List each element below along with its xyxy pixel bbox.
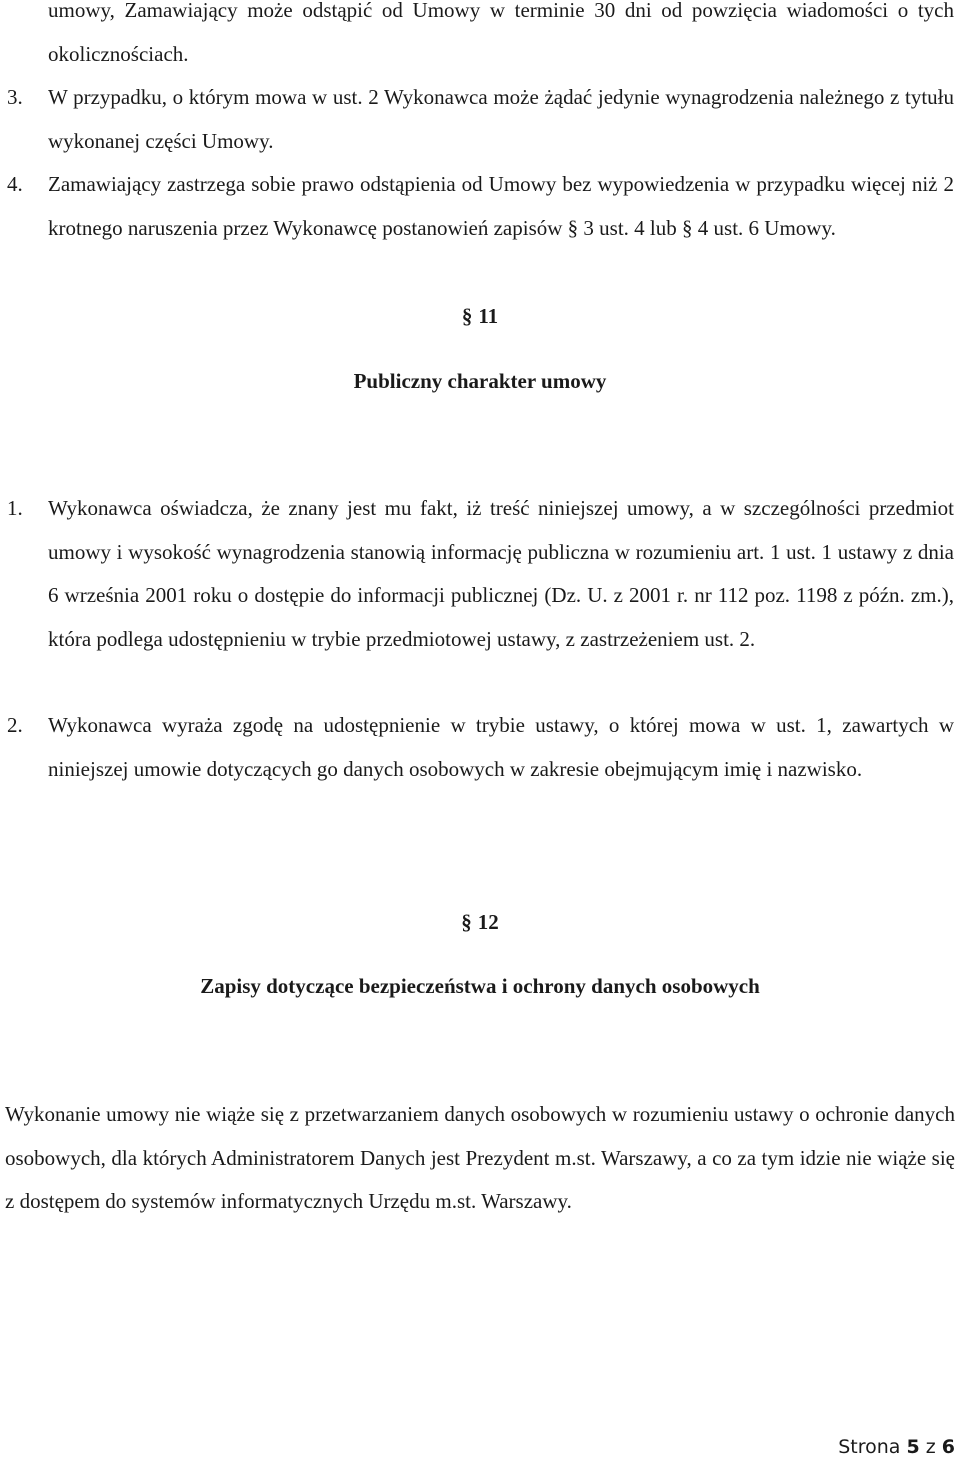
list-item-text: W przypadku, o którym mowa w ust. 2 Wykonawca może żądać jedynie wynagrodzenia należnego z tytułu wykonanej części Umowy.	[48, 85, 954, 153]
list-item-text: Wykonawca oświadcza, że znany jest mu fakt, iż treść niniejszej umowy, a w szczególności przedmiot umowy i wysokość wynagrodzenia stanowią informację publiczna w rozumieniu art. 1 ust. 1 ustawy z dnia 6 września 2001 roku o dostępie do informacji publicznej (Dz. U. z 2001 r. nr 112 poz. 1198 z późn. zm.), która podlega udostępnieniu w trybie przedmiotowej ustawy, z zastrzeżeniem ust. 2.	[48, 496, 954, 651]
section-sign: §	[461, 304, 473, 328]
list-number: 3.	[7, 85, 23, 109]
section-sign: §	[682, 215, 693, 240]
list-item-text: 3 ust. 4 lub	[583, 215, 677, 240]
list-number: 2.	[7, 713, 23, 737]
section-12-paragraph	[5, 1093, 955, 1224]
list-number: 4.	[7, 172, 23, 196]
section-11-item-1	[7, 487, 954, 661]
paragraph-text: umowy, Zamawiający może odstąpić od Umowy w terminie 30 dni od powzięcia wiadomości o tych okolicznościach.	[48, 0, 954, 66]
paragraph-continuation	[48, 0, 954, 76]
current-page-number: 5	[906, 1436, 920, 1458]
section-sign: §	[567, 215, 579, 240]
list-item-3	[7, 76, 954, 163]
list-item-text: Zamawiający zastrzega sobie prawo odstąpienia od Umowy bez wypowiedzenia w przypadku więcej niż 2 krotnego naruszenia przez Wykonawcę postanowień zapisów	[48, 172, 954, 240]
section-number-12	[0, 908, 960, 936]
list-number: 1.	[7, 496, 23, 520]
section-number: 11	[478, 304, 499, 328]
list-item-text: 4 ust. 6 Umowy.	[697, 215, 836, 240]
section-number-11	[0, 302, 960, 330]
section-title-11	[0, 367, 960, 395]
total-pages-number: 6	[941, 1436, 955, 1458]
paragraph-text: Wykonanie umowy nie wiąże się z przetwarzaniem danych osobowych w rozumieniu ustawy o ochronie danych osobowych, dla których Administratorem Danych jest Prezydent m.st. Warszawy, a co za tym idzie nie wiąże się z dostępem do systemów informatycznych Urzędu m.st. Warszawy.	[5, 1102, 955, 1213]
section-title: Zapisy dotyczące bezpieczeństwa i ochrony danych osobowych	[200, 974, 760, 998]
page-separator: z	[925, 1436, 936, 1458]
section-11-item-2	[7, 704, 954, 791]
section-number: 12	[477, 910, 499, 934]
section-title: Publiczny charakter umowy	[353, 369, 607, 393]
section-sign: §	[461, 910, 472, 934]
page-label: Strona	[838, 1436, 901, 1458]
section-title-12	[0, 972, 960, 1000]
list-item-text: Wykonawca wyraża zgodę na udostępnienie w trybie ustawy, o której mowa w ust. 1, zawartych w niniejszej umowie dotyczących go danych osobowych w zakresie obejmującym imię i nazwisko.	[48, 713, 954, 781]
page-footer	[838, 1435, 955, 1459]
list-item-4	[7, 163, 954, 250]
